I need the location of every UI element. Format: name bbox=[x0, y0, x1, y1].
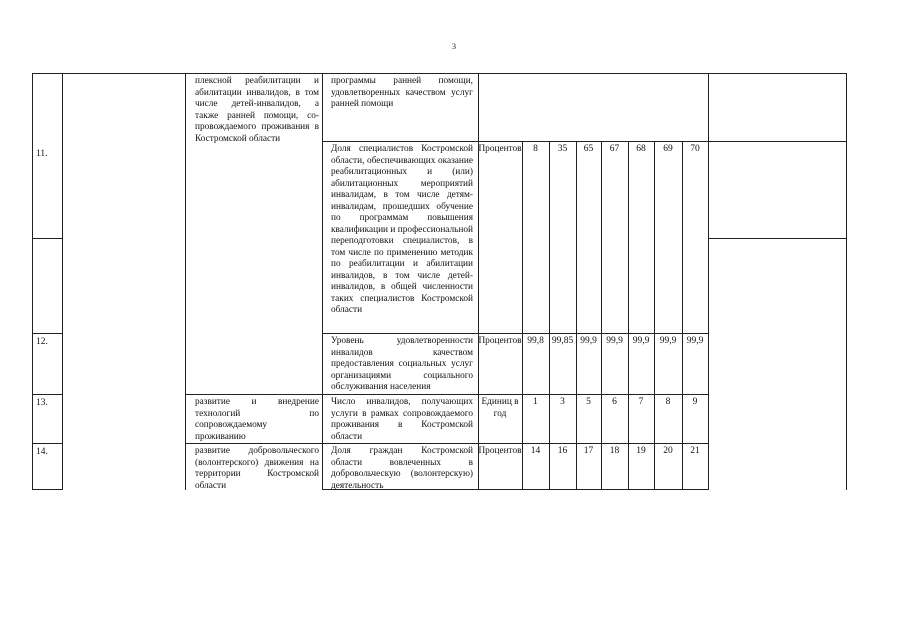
row-number: 13. bbox=[36, 398, 48, 408]
value-cell: 21 bbox=[690, 446, 700, 456]
row-11-split-line bbox=[32, 238, 62, 239]
row-number: 12. bbox=[36, 337, 48, 347]
value-cell: 65 bbox=[583, 144, 594, 154]
row-unit: Процентов bbox=[478, 446, 522, 456]
row-13-top-border-right bbox=[185, 394, 708, 395]
value-cell: 17 bbox=[583, 446, 594, 456]
value-cell: 8 bbox=[533, 144, 538, 154]
row-14-top-border-right bbox=[185, 443, 708, 444]
table-right-border bbox=[846, 73, 847, 490]
row-measure: развитие и внедрение технологий по сопровождаемому проживанию bbox=[195, 397, 319, 442]
value-cell: 7 bbox=[638, 397, 644, 407]
value-cell: 99,85 bbox=[551, 336, 574, 346]
row-indicator: Доля специалистов Костромской области, обеспечивающих оказание реабилитационных и (или) абилитационных мероприятий инвалидам, в том числе детям-инвалидам, прошедших обучение по программам повышения квалификации и профессиональной переподготовки специалистов, в том числе по применению методик по реабилитации и абилитации инвалидов, в том числе детей-инвалидов, в общей численности таких специалистов Костромской области bbox=[331, 144, 473, 315]
page-number: 3 bbox=[452, 42, 456, 51]
row-12-top-border bbox=[32, 333, 62, 334]
value-cell: 20 bbox=[663, 446, 673, 456]
row-indicator: Уровень удовлетворенности инвалидов качеством предоставления социальных услуг организациями социального обслуживания населения bbox=[331, 336, 473, 392]
unit-column-border bbox=[522, 141, 523, 490]
value-cell: 19 bbox=[636, 446, 646, 456]
row-unit: Единиц в год bbox=[481, 397, 519, 419]
year-column-border-6 bbox=[682, 141, 683, 490]
table-left-border bbox=[32, 73, 33, 490]
value-cell: 70 bbox=[690, 144, 700, 154]
row-unit: Процентов bbox=[478, 336, 522, 346]
row-unit: Процентов bbox=[478, 144, 522, 154]
value-cell: 5 bbox=[586, 397, 591, 407]
value-cell: 99,9 bbox=[632, 336, 650, 346]
row-14-top-border bbox=[32, 443, 62, 444]
year-column-border-4 bbox=[628, 141, 629, 490]
indicator-column-border bbox=[478, 73, 479, 490]
row-11-split-line-right bbox=[708, 238, 846, 239]
year-column-border-2 bbox=[576, 141, 577, 490]
indicators-table bbox=[32, 73, 846, 490]
row-number: 11. bbox=[36, 149, 48, 159]
row-indicator: Число инвалидов, получающих услуги в рамках сопровождаемого проживания в Костромской области bbox=[331, 397, 473, 442]
year-column-border-7 bbox=[708, 73, 709, 490]
value-cell: 99,9 bbox=[659, 336, 677, 346]
value-cell: 1 bbox=[533, 397, 538, 407]
value-cell: 8 bbox=[665, 397, 671, 407]
value-cell: 67 bbox=[609, 144, 620, 154]
year-column-border-5 bbox=[654, 141, 655, 490]
value-cell: 3 bbox=[560, 397, 565, 407]
year-column-border-3 bbox=[601, 141, 602, 490]
row-indicator: Доля граждан Костромской области вовлеченных в добровольческую (волонтерскую) деятельность bbox=[331, 446, 473, 491]
row-number: 14. bbox=[36, 447, 48, 457]
continued-measure-text: плексной реабилитации и абилитации инвалидов, в том числе детей-инвалидов, а также ранней помощи, со-провождаемого проживания в Костромской области bbox=[195, 76, 319, 144]
measure-column-border bbox=[322, 73, 323, 490]
row-13-top-border bbox=[32, 394, 62, 395]
row-12-top-border-right bbox=[322, 333, 708, 334]
value-cell: 16 bbox=[557, 446, 568, 456]
number-column-border bbox=[62, 73, 63, 490]
continued-indicator-text: программы ранней помощи, удовлетворенных качеством услуг ранней помощи bbox=[331, 76, 473, 109]
value-cell: 6 bbox=[612, 397, 617, 407]
value-cell: 18 bbox=[609, 446, 620, 456]
row-measure: развитие добровольческого (волонтерского) движения на территории Костромской области bbox=[195, 446, 319, 491]
value-cell: 99,9 bbox=[606, 336, 623, 346]
value-cell: 9 bbox=[692, 397, 698, 407]
row-11-top-border bbox=[322, 141, 846, 142]
table-bottom-border bbox=[32, 489, 62, 490]
value-cell: 14 bbox=[530, 446, 541, 456]
value-cell: 99,9 bbox=[580, 336, 597, 346]
value-cell: 99,9 bbox=[686, 336, 704, 346]
value-cell: 68 bbox=[636, 144, 646, 154]
year-column-border-1 bbox=[549, 141, 550, 490]
value-cell: 99,8 bbox=[527, 336, 544, 346]
value-cell: 69 bbox=[663, 144, 673, 154]
task-column-border bbox=[185, 73, 186, 490]
value-cell: 35 bbox=[557, 144, 568, 154]
table-top-border bbox=[32, 73, 846, 74]
